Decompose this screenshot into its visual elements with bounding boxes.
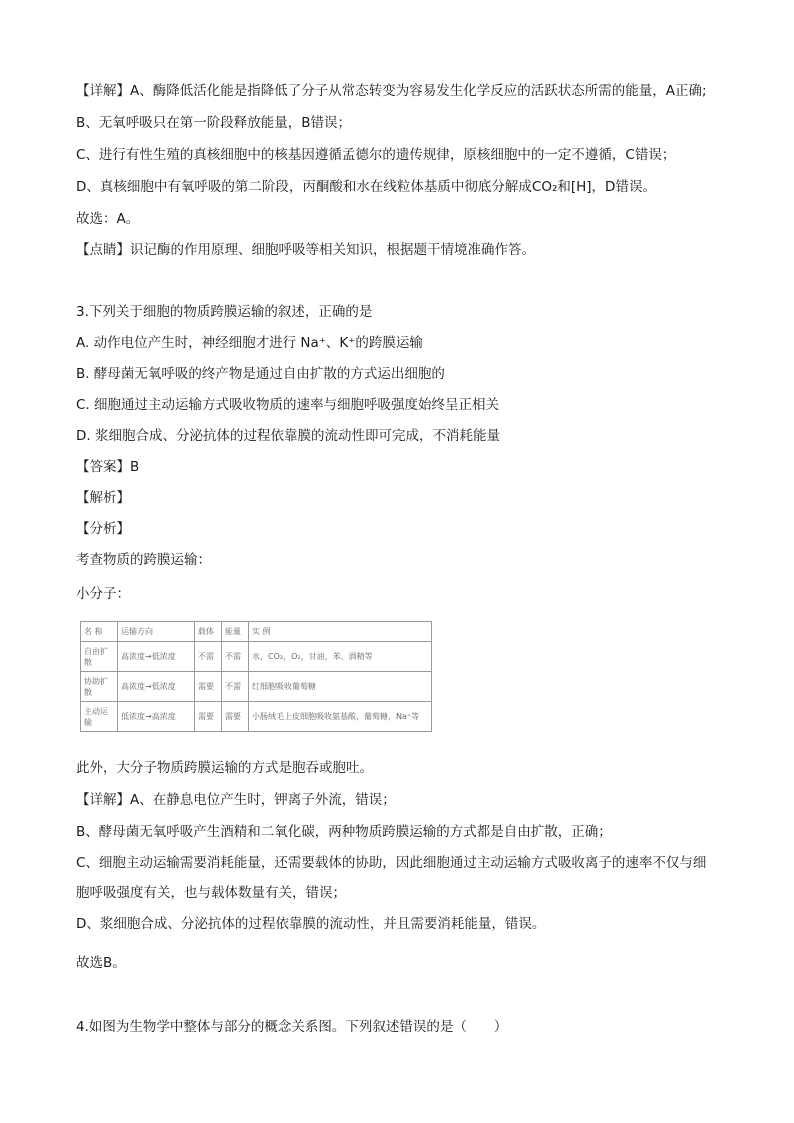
table-cell: 水，CO₂，O₂，甘油，苯、酒精等	[249, 642, 432, 672]
small-molecule-label: 小分子：	[76, 586, 130, 602]
detail-3a: 【详解】A、在静息电位产生时，钾离子外流，错误；	[76, 792, 396, 808]
detail-3c: C、细胞主动运输需要消耗能量，还需要载体的协助，因此细胞通过主动运输方式吸收离子的速率不仅与细	[76, 855, 707, 871]
table-cell: 自由扩散	[81, 642, 118, 672]
table-cell: 不需	[195, 642, 222, 672]
table-header-row	[81, 622, 432, 642]
macro-molecule-text: 此外，大分子物质跨膜运输的方式是胞吞或胞吐。	[76, 760, 373, 776]
table-cell: 不需	[222, 642, 249, 672]
detail-3b: B、酵母菌无氧呼吸产生酒精和二氧化碳，两种物质跨膜运输的方式都是自由扩散，正确；	[76, 824, 612, 840]
table-cell: 小肠绒毛上皮细胞吸收氨基酸，葡萄糖，Na⁺等	[249, 702, 432, 732]
transport-table	[80, 621, 432, 732]
analysis-label: 【解析】	[76, 490, 130, 506]
table-header-cell: 载体	[195, 622, 222, 642]
detail-3d: D、浆细胞合成、分泌抗体的过程依靠膜的流动性，并且需要消耗能量，错误。	[76, 916, 546, 932]
table-row	[81, 702, 432, 732]
table-cell: 红细胞吸收葡萄糖	[249, 672, 432, 702]
table-header-cell: 名 称	[81, 622, 118, 642]
pointer-text: 【点睛】识记酶的作用原理、细胞呼吸等相关知识，根据题干情境准确作答。	[76, 242, 535, 258]
fenxi-label: 【分析】	[76, 521, 130, 537]
option-c: C. 细胞通过主动运输方式吸收物质的速率与细胞呼吸强度始终呈正相关	[76, 397, 500, 413]
option-a: A. 动作电位产生时，神经细胞才进行 Na⁺、K⁺的跨膜运输	[76, 335, 423, 351]
detail-3c-cont: 胞呼吸强度有关，也与载体数量有关，错误；	[76, 885, 346, 901]
option-d: D. 浆细胞合成、分泌抗体的过程依靠膜的流动性即可完成，不消耗能量	[76, 428, 500, 444]
table-cell: 主动运输	[81, 702, 118, 732]
table-cell: 高浓度→低浓度	[118, 672, 195, 702]
detail-a: 【详解】A、酶降低活化能是指降低了分子从常态转变为容易发生化学反应的活跃状态所需的能量，A正确;	[76, 83, 707, 99]
question-3-stem: 3.下列关于细胞的物质跨膜运输的叙述，正确的是	[76, 304, 373, 320]
table-cell: 高浓度→低浓度	[118, 642, 195, 672]
option-b: B. 酵母菌无氧呼吸的终产物是通过自由扩散的方式运出细胞的	[76, 366, 445, 382]
choice-text: 故选：A。	[76, 211, 140, 227]
choose-b: 故选B。	[76, 955, 126, 971]
table-header-cell: 实 例	[249, 622, 432, 642]
table-cell: 低浓度→高浓度	[118, 702, 195, 732]
table-cell: 需要	[195, 672, 222, 702]
table-cell: 需要	[222, 702, 249, 732]
detail-b: B、无氧呼吸只在第一阶段释放能量，B错误；	[76, 115, 352, 131]
table-row	[81, 672, 432, 702]
answer-label: 【答案】B	[76, 459, 140, 475]
kaocha-text: 考查物质的跨膜运输：	[76, 552, 211, 568]
question-4-stem: 4.如图为生物学中整体与部分的概念关系图。下列叙述错误的是（ ）	[76, 1019, 508, 1035]
detail-c: C、进行有性生殖的真核细胞中的核基因遵循孟德尔的遗传规律，原核细胞中的一定不遵循，C错误；	[76, 147, 676, 163]
table-cell: 不需	[222, 672, 249, 702]
table-row	[81, 642, 432, 672]
table-cell: 协助扩散	[81, 672, 118, 702]
detail-d: D、真核细胞中有氧呼吸的第二阶段，丙酮酸和水在线粒体基质中彻底分解成CO₂和[H]，D错误。	[76, 179, 656, 195]
table-cell: 需要	[195, 702, 222, 732]
table-header-cell: 能量	[222, 622, 249, 642]
table-header-cell: 运输方向	[118, 622, 195, 642]
